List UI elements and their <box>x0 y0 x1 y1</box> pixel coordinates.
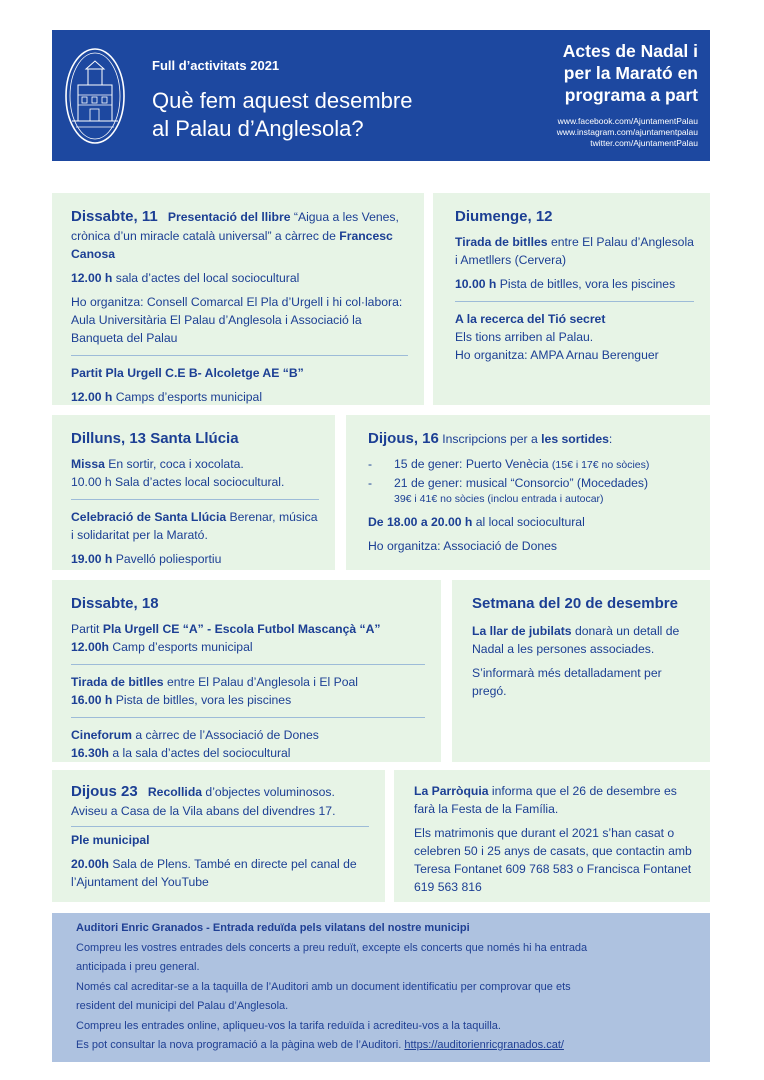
christmas-note-line-3: programa a part <box>564 85 698 105</box>
twitter-link[interactable]: twitter.com/AjuntamentPalau <box>590 138 698 148</box>
intro-bold: les sortides <box>541 432 609 446</box>
auditori-line: resident del municipi del Palau d’Anglesola. <box>76 1000 289 1012</box>
event-text: d’objectes voluminosos. Aviseu a Casa de la Vila abans del divendres 17. <box>71 785 336 818</box>
card-dijous-16 <box>346 415 710 570</box>
card-parroquia <box>394 770 710 902</box>
title-line-1: Què fem aquest desembre <box>152 88 413 113</box>
day-heading: Dissabte, 11 <box>71 208 158 225</box>
event-organizer: Ho organitza: AMPA Arnau Berenguer <box>455 348 659 362</box>
divider <box>71 499 319 500</box>
event-note: S’informarà més detalladament per pregó. <box>472 666 662 698</box>
divider <box>71 826 369 827</box>
item-text: 21 de gener: musical “Consorcio” (Mocedades) <box>394 476 649 490</box>
card-dilluns-13 <box>52 415 335 570</box>
christmas-note <box>498 40 698 106</box>
christmas-note-line-1: Actes de Nadal i <box>562 41 698 61</box>
event-place: Pista de bitlles, vora les piscines <box>112 693 292 707</box>
event-time: 19.00 h <box>71 552 113 566</box>
parish-title: La Parròquia <box>414 784 489 798</box>
event-time: 12.00 h <box>71 271 113 285</box>
event-text: “Aigua a les Venes, crònica d’un miracle català universal” a càrrec de <box>71 210 399 243</box>
event-time: 10.00 h <box>455 277 497 291</box>
event-place: Pista de bitlles, vora les piscines <box>496 277 676 291</box>
event-text: entre El Palau d’Anglesola i Ametllers (Cervera) <box>455 235 694 267</box>
event-place: Pavelló poliesportiu <box>112 552 222 566</box>
item-price: (15€ i 17€ no sòcies) <box>551 459 650 471</box>
divider <box>455 301 694 302</box>
event-text: entre El Palau d’Anglesola i El Poal <box>163 675 359 689</box>
auditori-title: Auditori Enric Granados - Entrada reduïda pels vilatans del nostre municipi <box>76 922 470 934</box>
intro-text: Inscripcions per a <box>438 432 542 446</box>
page-title <box>152 87 482 143</box>
event-time-place: 10.00 h Sala d’actes local sociocultural. <box>71 475 285 489</box>
event-title: Recollida <box>147 785 203 799</box>
event-title: Ple municipal <box>71 833 150 847</box>
event-time: 16.30h <box>71 746 109 760</box>
social-links <box>557 116 698 149</box>
bullet-dash: - <box>368 457 373 471</box>
event-organizer: Ho organitza: Associació de Dones <box>368 539 558 553</box>
divider <box>71 664 425 665</box>
card-diumenge-12 <box>433 193 710 405</box>
event-text: Els tions arriben al Palau. <box>455 330 594 344</box>
card-setmana-20 <box>452 580 710 762</box>
parish-text: informa que el 26 de desembre es farà la Festa de la Família. <box>414 784 677 816</box>
event-title: Celebració de Santa Llúcia <box>71 510 227 524</box>
divider <box>71 355 408 356</box>
bullet-dash: - <box>368 476 373 490</box>
event-title: Tirada de bitlles <box>71 675 164 689</box>
event-time: 12.00h <box>71 640 109 654</box>
title-line-2: al Palau d’Anglesola? <box>152 116 364 141</box>
kicker-text: Full d’activitats 2021 <box>152 58 280 73</box>
event-place: al local sociocultural <box>472 515 585 529</box>
day-heading: Dissabte, 18 <box>71 595 159 612</box>
card-dijous-23 <box>52 770 385 902</box>
list-item <box>368 455 694 474</box>
event-organizer: Ho organitza: Consell Comarcal El Pla d’Urgell i hi col·labora: Aula Universitària El Palau d’Anglesola i Associació la Banqueta del Palau <box>71 295 403 345</box>
event-title: Pla Urgell CE “A” - Escola Futbol Mascançà “A” <box>102 622 381 636</box>
auditori-box <box>52 913 710 1062</box>
event-time: 16.00 h <box>71 693 113 707</box>
event-place: Camp d’esports municipal <box>108 640 253 654</box>
event-title: Tirada de bitlles <box>455 235 548 249</box>
header-banner <box>52 30 710 161</box>
event-time: De 18.00 a 20.00 h <box>368 515 473 529</box>
auditori-line: Només cal acreditar-se a la taquilla de l’Auditori amb un document identificatiu per comprovar que ets <box>76 980 571 993</box>
event-title: La llar de jubilats <box>472 624 572 638</box>
day-heading: Diumenge, 12 <box>455 208 553 225</box>
day-heading: Dijous, 16 <box>368 430 439 447</box>
list-item <box>368 474 694 492</box>
event-text: donarà un detall de Nadal a les persones associades. <box>472 624 680 656</box>
event-place: Sala de Plens. També en directe pel canal de l’Ajuntament del YouTube <box>71 857 357 889</box>
event-title: A la recerca del Tió secret <box>455 312 606 326</box>
auditori-line: Compreu les vostres entrades dels concerts a preu reduït, excepte els concerts que només hi ha entrada <box>76 941 588 954</box>
event-title: Cineforum <box>71 728 132 742</box>
item-price: 39€ i 41€ no sòcies (inclou entrada i autocar) <box>394 493 604 505</box>
day-heading: Dijous 23 <box>71 783 138 800</box>
event-place: Camps d’esports municipal <box>112 390 263 404</box>
event-title: Missa <box>71 457 105 471</box>
day-heading: Dilluns, 13 Santa Llúcia <box>71 430 239 447</box>
event-author: Francesc Canosa <box>71 229 393 261</box>
intro-end: : <box>608 432 613 446</box>
item-text: 15 de gener: Puerto Venècia <box>394 457 552 471</box>
event-place: a la sala d’actes del sociocultural <box>108 746 291 760</box>
event-prefix: Partit <box>71 622 103 636</box>
card-dissabte-18 <box>52 580 441 762</box>
auditori-line: anticipada i preu general. <box>76 961 200 973</box>
event-place: sala d’actes del local sociocultural <box>112 271 300 285</box>
divider <box>71 717 425 718</box>
auditori-line: Compreu les entrades online, apliqueu-vos la tarifa reduïda i acrediteu-vos a la taquilla. <box>76 1019 501 1032</box>
christmas-note-line-2: per la Marató en <box>563 63 698 83</box>
auditori-website-link[interactable]: https://auditorienricgranados.cat/ <box>404 1039 564 1051</box>
event-text: En sortir, coca i xocolata. <box>104 457 244 471</box>
event-time: 12.00 h <box>71 390 113 404</box>
instagram-link[interactable]: www.instagram.com/ajuntamentpalau <box>556 127 698 137</box>
event-text: Berenar, música i solidaritat per la Marató. <box>71 510 318 542</box>
card-dissabte-11 <box>52 193 424 405</box>
event-text: a càrrec de l’Associació de Dones <box>131 728 319 742</box>
facebook-link[interactable]: www.facebook.com/AjuntamentPalau <box>557 116 698 126</box>
day-heading: Setmana del 20 de desembre <box>472 595 678 612</box>
event-title: Presentació del llibre <box>167 210 291 224</box>
auditori-line: Es pot consultar la nova programació a la pàgina web de l’Auditori. <box>76 1039 405 1051</box>
event-title: Partit Pla Urgell C.E B- Alcoletge AE “B” <box>71 366 304 380</box>
town-hall-seal-icon <box>64 47 126 145</box>
parish-contact: Els matrimonis que durant el 2021 s’han casat o celebren 50 i 25 anys de casats, que contactin amb Teresa Fontanet 609 768 583 o Francisca Fontanet 619 563 816 <box>414 826 692 894</box>
event-time: 20.00h <box>71 857 109 871</box>
